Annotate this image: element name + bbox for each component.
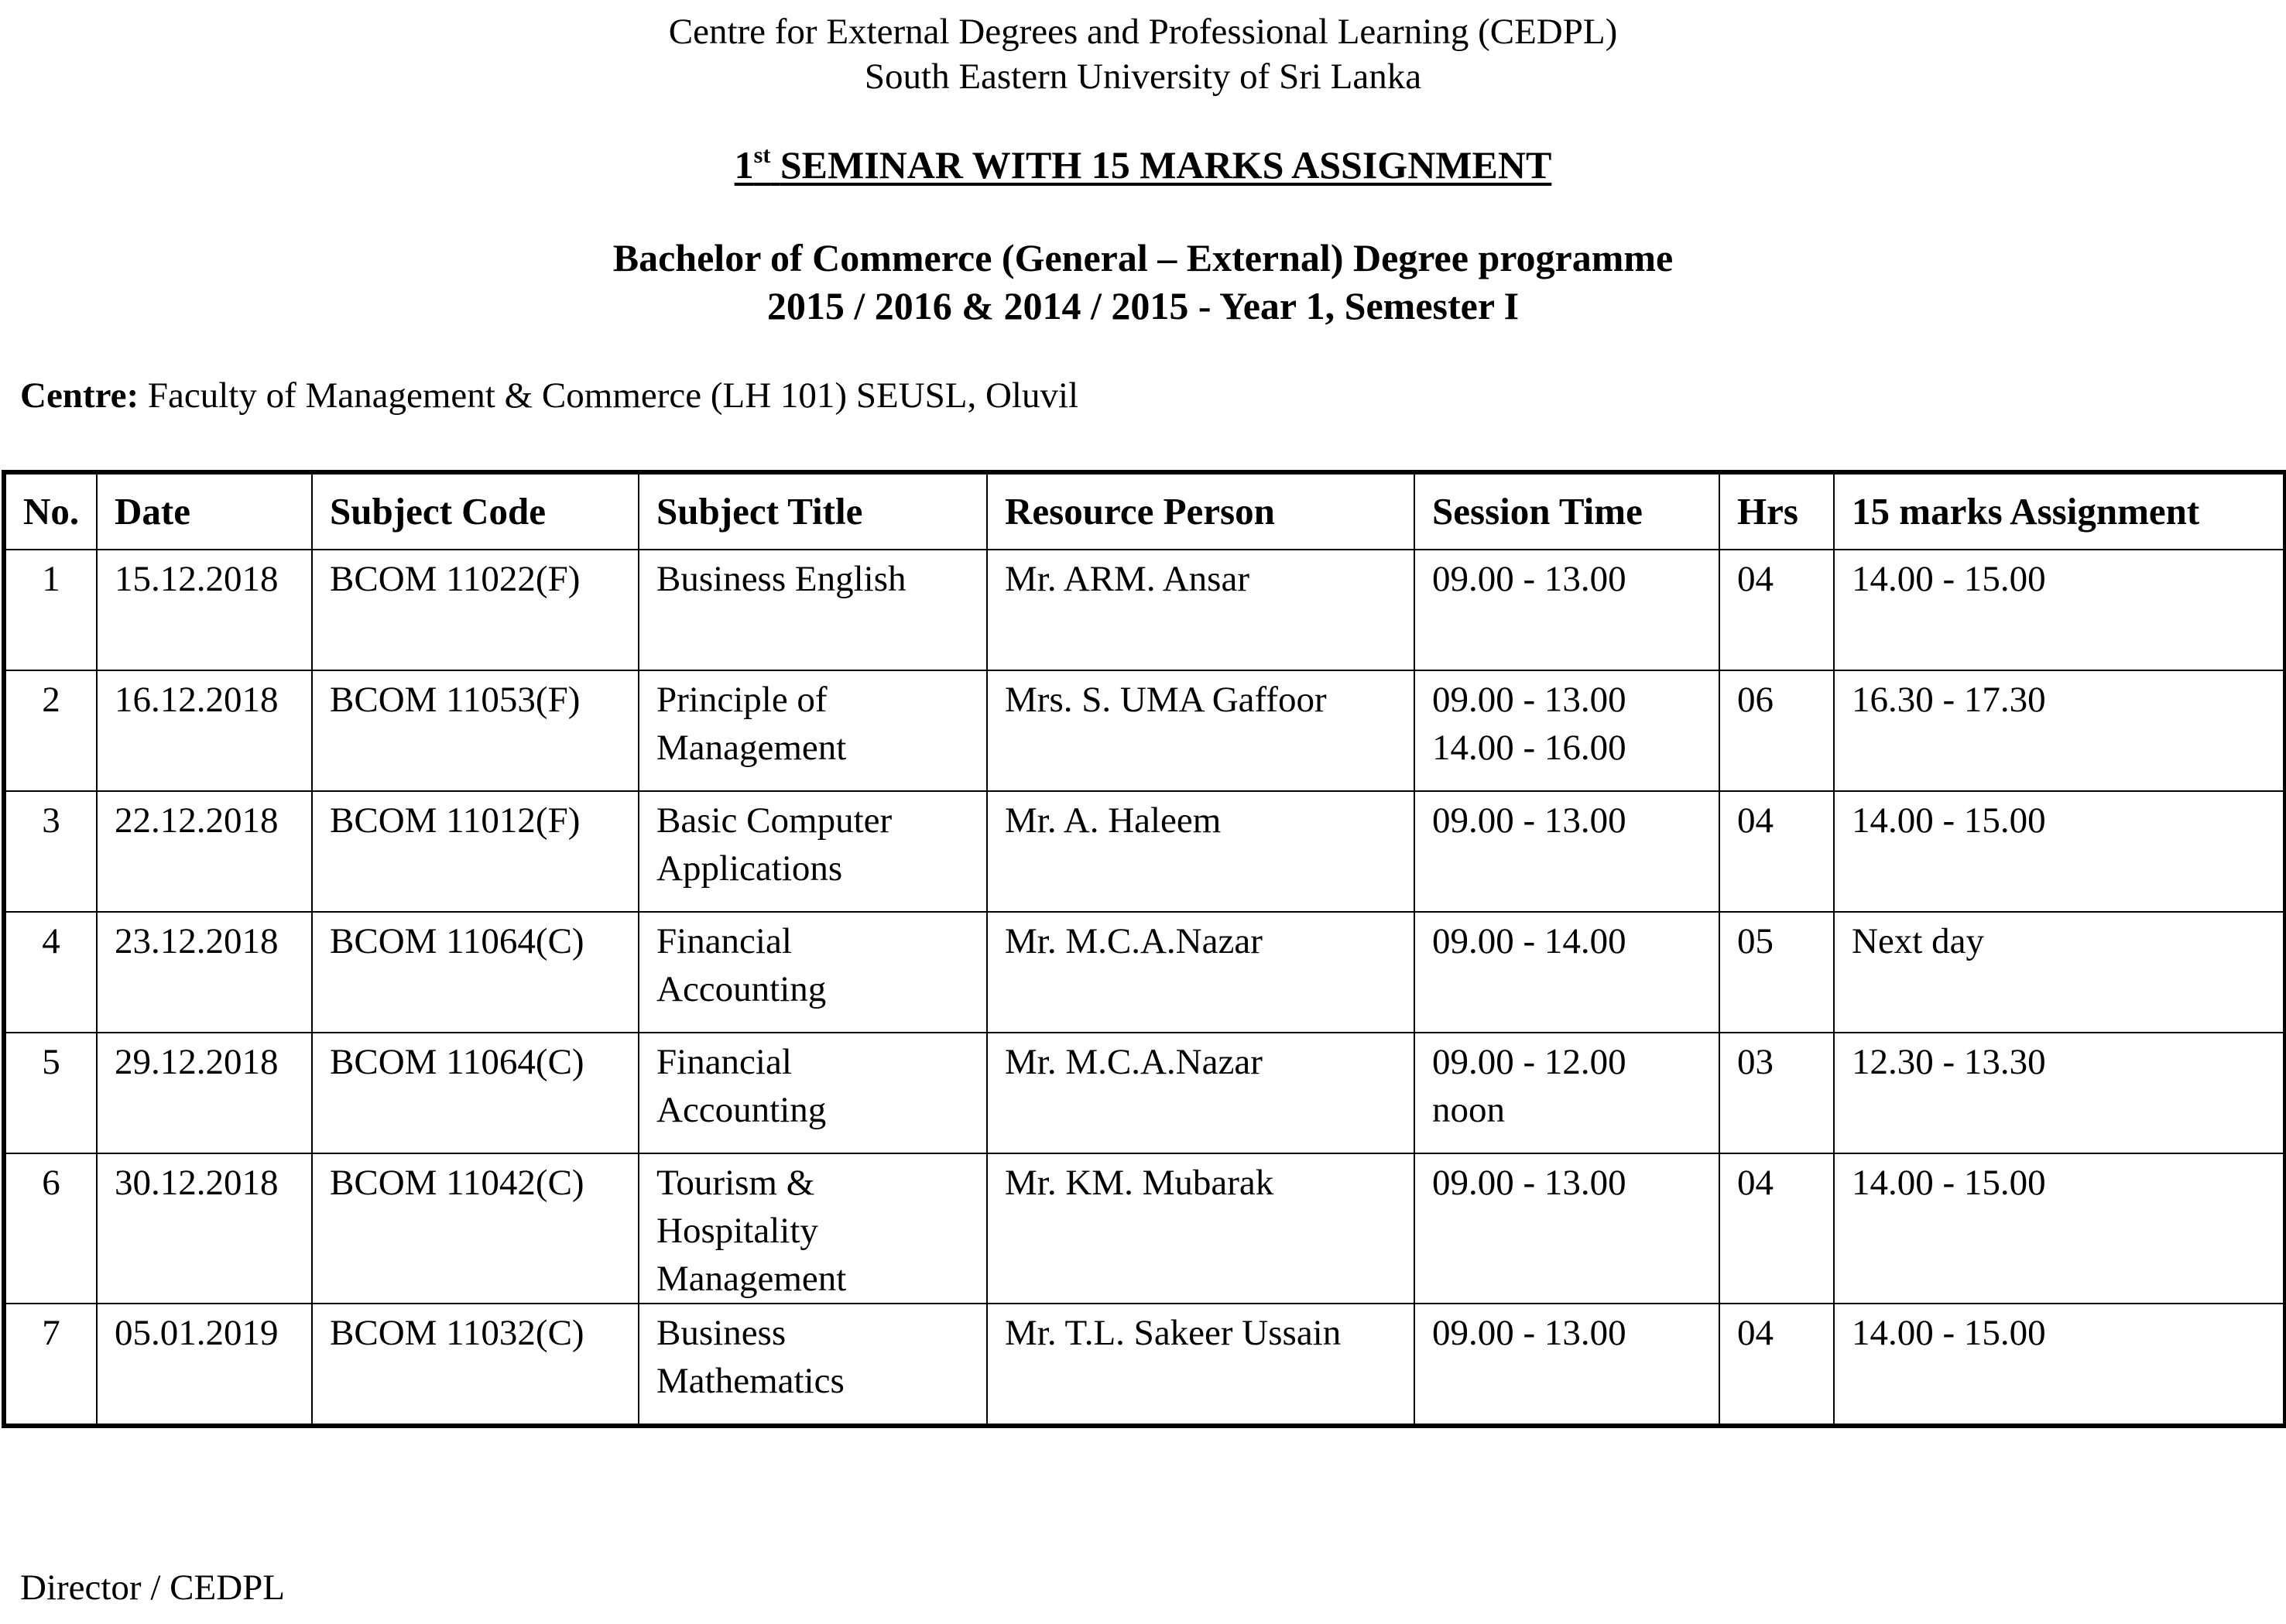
table-row: [4, 1033, 2285, 1153]
table-row: [4, 791, 2285, 912]
cell-resource-person: Mr. M.C.A.Nazar: [987, 1033, 1414, 1153]
cell-session-time: [1414, 912, 1719, 1033]
cell-subject-code: BCOM 11064(C): [312, 912, 639, 1033]
subject-title-line: Business English: [656, 559, 907, 599]
header-date: Date: [97, 472, 312, 550]
session-time-line: 09.00 - 13.00: [1432, 559, 1626, 599]
session-time-line: 09.00 - 13.00: [1432, 1163, 1626, 1203]
seminar-schedule-table: [2, 470, 2286, 1428]
session-time-line: 09.00 - 12.00: [1432, 1042, 1626, 1082]
centre-value: Faculty of Management & Commerce (LH 101) SEUSL, Oluvil: [147, 375, 1079, 416]
cell-resource-person: Mr. A. Haleem: [987, 791, 1414, 912]
cell-subject-title: [639, 912, 987, 1033]
seminar-title: [0, 141, 2286, 189]
cell-no: 5: [4, 1033, 97, 1153]
cell-no: 1: [4, 550, 97, 670]
cell-resource-person: Mr. T.L. Sakeer Ussain: [987, 1304, 1414, 1426]
session-time-line: noon: [1432, 1090, 1505, 1130]
cell-session-time: [1414, 1304, 1719, 1426]
cell-assignment: 14.00 - 15.00: [1834, 1153, 2285, 1304]
programme-name: Bachelor of Commerce (General – External) Degree programme: [612, 236, 1674, 279]
session-time-line: 14.00 - 16.00: [1432, 728, 1626, 768]
cell-hrs: 06: [1719, 670, 1834, 791]
subject-title-line: Management: [656, 728, 847, 768]
cell-assignment: 14.00 - 15.00: [1834, 550, 2285, 670]
cell-date: 16.12.2018: [97, 670, 312, 791]
subject-title-line: Principle of: [656, 680, 828, 720]
subject-title-line: Mathematics: [656, 1361, 845, 1401]
centre-label: Centre:: [20, 375, 139, 416]
signature-line: Director / CEDPL: [20, 1567, 285, 1608]
session-time-line: 09.00 - 13.00: [1432, 800, 1626, 841]
subject-title-line: Applications: [656, 848, 843, 889]
subject-title-line: Financial: [656, 921, 792, 961]
cell-hrs: 04: [1719, 550, 1834, 670]
session-time-line: 09.00 - 13.00: [1432, 680, 1626, 720]
header-session-time: Session Time: [1414, 472, 1719, 550]
seminar-title-text: SEMINAR WITH 15 MARKS ASSIGNMENT: [780, 143, 1552, 187]
subject-title-line: Basic Computer: [656, 800, 893, 841]
header-subject-title: Subject Title: [639, 472, 987, 550]
cell-date: 05.01.2019: [97, 1304, 312, 1426]
cell-date: 15.12.2018: [97, 550, 312, 670]
header-subject-code: Subject Code: [312, 472, 639, 550]
cell-no: 3: [4, 791, 97, 912]
cell-subject-code: BCOM 11032(C): [312, 1304, 639, 1426]
cell-subject-title: [639, 1153, 987, 1304]
cell-no: 7: [4, 1304, 97, 1426]
cell-assignment: 12.30 - 13.30: [1834, 1033, 2285, 1153]
cell-hrs: 04: [1719, 1153, 1834, 1304]
cell-session-time: [1414, 670, 1719, 791]
seminar-ordinal-suffix: st: [753, 142, 771, 168]
subject-title-line: Accounting: [656, 1090, 827, 1130]
cell-subject-title: [639, 1304, 987, 1426]
table-row: [4, 1153, 2285, 1304]
session-time-line: 09.00 - 13.00: [1432, 1313, 1626, 1353]
table-row: [4, 550, 2285, 670]
cell-date: 23.12.2018: [97, 912, 312, 1033]
cell-assignment: Next day: [1834, 912, 2285, 1033]
header-resource-person: Resource Person: [987, 472, 1414, 550]
cell-date: 29.12.2018: [97, 1033, 312, 1153]
cell-subject-title: [639, 791, 987, 912]
session-time-line: 09.00 - 14.00: [1432, 921, 1626, 961]
institution-name: Centre for External Degrees and Professional Learning (CEDPL): [668, 12, 1618, 52]
cell-subject-code: BCOM 11053(F): [312, 670, 639, 791]
cell-subject-code: BCOM 11064(C): [312, 1033, 639, 1153]
table-row: [4, 670, 2285, 791]
table-header-row: [4, 472, 2285, 550]
cell-assignment: 14.00 - 15.00: [1834, 791, 2285, 912]
cell-date: 22.12.2018: [97, 791, 312, 912]
header-hrs: Hrs: [1719, 472, 1834, 550]
cell-resource-person: Mr. M.C.A.Nazar: [987, 912, 1414, 1033]
subject-title-line: Business: [656, 1313, 787, 1353]
centre-line: [20, 373, 1078, 418]
cell-date: 30.12.2018: [97, 1153, 312, 1304]
cell-assignment: 16.30 - 17.30: [1834, 670, 2285, 791]
header-no: No.: [4, 472, 97, 550]
header-assignment: 15 marks Assignment: [1834, 472, 2285, 550]
cell-hrs: 03: [1719, 1033, 1834, 1153]
seminar-ordinal-number: 1: [734, 143, 754, 187]
cell-subject-title: [639, 670, 987, 791]
programme-year: 2015 / 2016 & 2014 / 2015 - Year 1, Semester I: [766, 284, 1520, 327]
cell-resource-person: Mr. KM. Mubarak: [987, 1153, 1414, 1304]
cell-resource-person: Mr. ARM. Ansar: [987, 550, 1414, 670]
university-name: South Eastern University of Sri Lanka: [864, 57, 1422, 97]
subject-title-line: Tourism &: [656, 1163, 815, 1203]
seminar-title-underlined: [735, 143, 1552, 187]
cell-session-time: [1414, 550, 1719, 670]
subject-title-line: Management: [656, 1259, 847, 1299]
cell-subject-title: [639, 1033, 987, 1153]
table-row: [4, 912, 2285, 1033]
subject-title-line: Hospitality: [656, 1211, 818, 1251]
cell-no: 6: [4, 1153, 97, 1304]
cell-no: 4: [4, 912, 97, 1033]
subject-title-line: Accounting: [656, 969, 827, 1009]
cell-session-time: [1414, 791, 1719, 912]
cell-subject-title: [639, 550, 987, 670]
subject-title-line: Financial: [656, 1042, 792, 1082]
table-row: [4, 1304, 2285, 1426]
cell-hrs: 04: [1719, 791, 1834, 912]
cell-no: 2: [4, 670, 97, 791]
cell-session-time: [1414, 1033, 1719, 1153]
cell-hrs: 04: [1719, 1304, 1834, 1426]
cell-assignment: 14.00 - 15.00: [1834, 1304, 2285, 1426]
cell-subject-code: BCOM 11042(C): [312, 1153, 639, 1304]
cell-resource-person: Mrs. S. UMA Gaffoor: [987, 670, 1414, 791]
cell-subject-code: BCOM 11012(F): [312, 791, 639, 912]
cell-hrs: 05: [1719, 912, 1834, 1033]
cell-subject-code: BCOM 11022(F): [312, 550, 639, 670]
cell-session-time: [1414, 1153, 1719, 1304]
